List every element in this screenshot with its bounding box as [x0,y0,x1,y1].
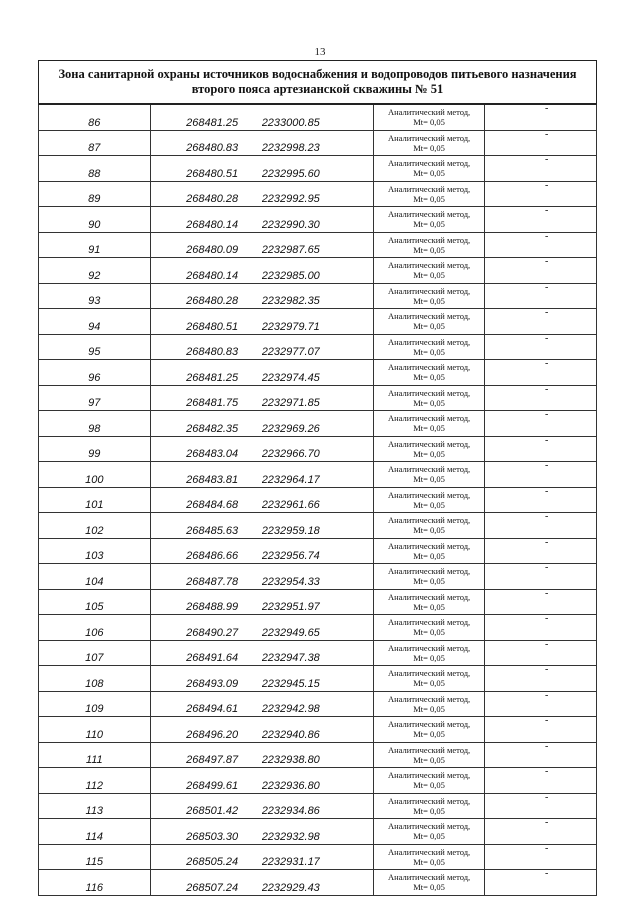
method-name: Аналитический метод, [387,489,471,500]
point-number-cell: 108 [39,666,151,692]
x-coordinate-cell: 268480.51 [150,156,262,182]
method-name: Аналитический метод, [387,566,471,577]
point-number-cell: 116 [39,870,151,896]
method-name: Аналитический метод, [387,464,471,475]
method-name: Аналитический метод, [387,821,471,832]
error-value: - [545,512,549,522]
error-cell [485,844,597,870]
method-cell [373,385,485,411]
y-coordinate-cell: 2232982.35 [262,283,374,309]
method-accuracy: Mt= 0,05 [413,652,445,663]
error-cell [485,258,597,284]
method-accuracy: Mt= 0,05 [413,525,445,536]
x-coordinate-cell: 268493.09 [150,666,262,692]
table-row [39,589,597,615]
point-number-cell: 104 [39,564,151,590]
table-row [39,462,597,488]
table-row [39,691,597,717]
x-coordinate-cell: 268488.99 [150,589,262,615]
table-row [39,768,597,794]
point-number-cell: 91 [39,232,151,258]
x-coordinate-cell: 268497.87 [150,742,262,768]
method-cell [373,870,485,896]
method-accuracy: Mt= 0,05 [413,703,445,714]
error-cell [485,589,597,615]
error-cell [485,819,597,845]
method-accuracy: Mt= 0,05 [413,550,445,561]
method-accuracy: Mt= 0,05 [413,321,445,332]
method-name: Аналитический метод, [387,387,471,398]
x-coordinate-cell: 268481.25 [150,104,262,130]
x-coordinate-cell: 268480.83 [150,334,262,360]
table-row [39,870,597,896]
error-value: - [545,410,549,420]
method-accuracy: Mt= 0,05 [413,219,445,230]
table-row [39,666,597,692]
y-coordinate-cell: 2232936.80 [262,768,374,794]
table-title [39,61,597,105]
point-number-cell: 99 [39,436,151,462]
table-row [39,334,597,360]
y-coordinate-cell: 2232940.86 [262,717,374,743]
method-accuracy: Mt= 0,05 [413,805,445,816]
error-cell [485,768,597,794]
method-name: Аналитический метод, [387,846,471,857]
x-coordinate-cell: 268483.04 [150,436,262,462]
method-accuracy: Mt= 0,05 [413,270,445,281]
method-accuracy: Mt= 0,05 [413,729,445,740]
y-coordinate-cell: 2232938.80 [262,742,374,768]
point-number-cell: 86 [39,104,151,130]
point-number-cell: 97 [39,385,151,411]
method-accuracy: Mt= 0,05 [413,372,445,383]
error-cell [485,436,597,462]
error-value: - [545,359,549,369]
table-row [39,104,597,130]
table-row [39,742,597,768]
table-row [39,385,597,411]
y-coordinate-cell: 2232934.86 [262,793,374,819]
point-number-cell: 89 [39,181,151,207]
table-row [39,564,597,590]
point-number-cell: 107 [39,640,151,666]
point-number-cell: 93 [39,283,151,309]
method-name: Аналитический метод, [387,260,471,271]
table-row [39,232,597,258]
x-coordinate-cell: 268483.81 [150,462,262,488]
point-number-cell: 105 [39,589,151,615]
x-coordinate-cell: 268486.66 [150,538,262,564]
error-cell [485,513,597,539]
error-value: - [545,181,549,191]
method-cell [373,436,485,462]
x-coordinate-cell: 268496.20 [150,717,262,743]
method-cell [373,487,485,513]
y-coordinate-cell: 2232945.15 [262,666,374,692]
table-row [39,411,597,437]
x-coordinate-cell: 268481.75 [150,385,262,411]
y-coordinate-cell: 2232974.45 [262,360,374,386]
error-cell [485,640,597,666]
x-coordinate-cell: 268494.61 [150,691,262,717]
error-value: - [545,385,549,395]
method-name: Аналитический метод, [387,158,471,169]
table-header-row [39,61,597,105]
error-value: - [545,869,549,879]
method-name: Аналитический метод, [387,107,471,118]
point-number-cell: 94 [39,309,151,335]
table-row [39,360,597,386]
table-row [39,819,597,845]
method-name: Аналитический метод, [387,336,471,347]
table-row [39,513,597,539]
table-row [39,181,597,207]
error-value: - [545,716,549,726]
error-value: - [545,793,549,803]
table-row [39,793,597,819]
error-value: - [545,818,549,828]
method-cell [373,589,485,615]
method-accuracy: Mt= 0,05 [413,678,445,689]
x-coordinate-cell: 268490.27 [150,615,262,641]
error-cell [485,334,597,360]
method-accuracy: Mt= 0,05 [413,142,445,153]
table-row [39,844,597,870]
method-accuracy: Mt= 0,05 [413,397,445,408]
error-value: - [545,257,549,267]
error-value: - [545,589,549,599]
method-name: Аналитический метод, [387,413,471,424]
point-number-cell: 109 [39,691,151,717]
point-number-cell: 101 [39,487,151,513]
x-coordinate-cell: 268480.14 [150,258,262,284]
x-coordinate-cell: 268480.09 [150,232,262,258]
method-cell [373,104,485,130]
method-accuracy: Mt= 0,05 [413,423,445,434]
error-cell [485,793,597,819]
error-value: - [545,767,549,777]
error-cell [485,538,597,564]
error-cell [485,156,597,182]
point-number-cell: 92 [39,258,151,284]
coordinates-table-container [38,60,597,896]
y-coordinate-cell: 2232959.18 [262,513,374,539]
method-cell [373,513,485,539]
point-number-cell: 102 [39,513,151,539]
method-accuracy: Mt= 0,05 [413,856,445,867]
x-coordinate-cell: 268480.28 [150,283,262,309]
y-coordinate-cell: 2232929.43 [262,870,374,896]
method-cell [373,462,485,488]
error-cell [485,232,597,258]
x-coordinate-cell: 268484.68 [150,487,262,513]
x-coordinate-cell: 268481.25 [150,360,262,386]
method-accuracy: Mt= 0,05 [413,295,445,306]
method-cell [373,309,485,335]
error-cell [485,130,597,156]
x-coordinate-cell: 268499.61 [150,768,262,794]
point-number-cell: 100 [39,462,151,488]
method-name: Аналитический метод, [387,234,471,245]
error-value: - [545,614,549,624]
method-cell [373,768,485,794]
method-name: Аналитический метод, [387,132,471,143]
method-name: Аналитический метод, [387,515,471,526]
error-value: - [545,206,549,216]
error-value: - [545,130,549,140]
method-name: Аналитический метод, [387,795,471,806]
method-name: Аналитический метод, [387,770,471,781]
y-coordinate-cell: 2232995.60 [262,156,374,182]
page-number: 13 [314,46,326,58]
error-value: - [545,742,549,752]
point-number-cell: 95 [39,334,151,360]
coordinates-table [38,60,597,896]
error-value: - [545,334,549,344]
table-row [39,156,597,182]
table-body [39,104,597,895]
y-coordinate-cell: 2232932.98 [262,819,374,845]
y-coordinate-cell: 2232998.23 [262,130,374,156]
method-name: Аналитический метод, [387,617,471,628]
y-coordinate-cell: 2232985.00 [262,258,374,284]
method-cell [373,793,485,819]
method-name: Аналитический метод, [387,362,471,373]
error-cell [485,360,597,386]
x-coordinate-cell: 268491.64 [150,640,262,666]
method-accuracy: Mt= 0,05 [413,780,445,791]
method-accuracy: Mt= 0,05 [413,448,445,459]
method-cell [373,232,485,258]
point-number-cell: 111 [39,742,151,768]
method-name: Аналитический метод, [387,693,471,704]
error-value: - [545,308,549,318]
method-accuracy: Mt= 0,05 [413,474,445,485]
table-row [39,538,597,564]
table-row [39,717,597,743]
error-cell [485,309,597,335]
point-number-cell: 110 [39,717,151,743]
y-coordinate-cell: 2232956.74 [262,538,374,564]
error-value: - [545,283,549,293]
error-cell [485,742,597,768]
method-name: Аналитический метод, [387,872,471,883]
error-cell [485,717,597,743]
method-name: Аналитический метод, [387,591,471,602]
point-number-cell: 103 [39,538,151,564]
error-value: - [545,844,549,854]
x-coordinate-cell: 268482.35 [150,411,262,437]
method-accuracy: Mt= 0,05 [413,627,445,638]
y-coordinate-cell: 2232979.71 [262,309,374,335]
method-accuracy: Mt= 0,05 [413,117,445,128]
method-accuracy: Mt= 0,05 [413,244,445,255]
point-number-cell: 115 [39,844,151,870]
error-cell [485,615,597,641]
error-value: - [545,232,549,242]
table-row [39,207,597,233]
method-cell [373,691,485,717]
method-cell [373,156,485,182]
method-cell [373,334,485,360]
x-coordinate-cell: 268503.30 [150,819,262,845]
error-cell [485,411,597,437]
error-cell [485,462,597,488]
method-name: Аналитический метод, [387,438,471,449]
point-number-cell: 106 [39,615,151,641]
error-cell [485,870,597,896]
point-number-cell: 114 [39,819,151,845]
table-row [39,309,597,335]
error-value: - [545,104,549,114]
error-cell [485,564,597,590]
point-number-cell: 88 [39,156,151,182]
method-name: Аналитический метод, [387,719,471,730]
error-cell [485,385,597,411]
point-number-cell: 87 [39,130,151,156]
x-coordinate-cell: 268480.28 [150,181,262,207]
error-cell [485,691,597,717]
method-cell [373,564,485,590]
y-coordinate-cell: 2232954.33 [262,564,374,590]
method-name: Аналитический метод, [387,744,471,755]
method-cell [373,819,485,845]
point-number-cell: 90 [39,207,151,233]
error-value: - [545,640,549,650]
y-coordinate-cell: 2232931.17 [262,844,374,870]
table-title-line-2: второго пояса артезианской скважины № 51 [191,82,444,96]
y-coordinate-cell: 2232969.26 [262,411,374,437]
method-cell [373,258,485,284]
method-name: Аналитический метод, [387,668,471,679]
error-cell [485,666,597,692]
error-value: - [545,155,549,165]
x-coordinate-cell: 268487.78 [150,564,262,590]
table-row [39,640,597,666]
method-cell [373,666,485,692]
method-accuracy: Mt= 0,05 [413,499,445,510]
method-accuracy: Mt= 0,05 [413,754,445,765]
error-cell [485,181,597,207]
method-cell [373,615,485,641]
error-cell [485,104,597,130]
table-title-line-1: Зона санитарной охраны источников водоснабжения и водопроводов питьевого назначения [58,67,577,81]
error-value: - [545,436,549,446]
table-row [39,615,597,641]
y-coordinate-cell: 2232951.97 [262,589,374,615]
method-cell [373,538,485,564]
error-cell [485,207,597,233]
error-value: - [545,563,549,573]
method-accuracy: Mt= 0,05 [413,831,445,842]
method-name: Аналитический метод, [387,183,471,194]
y-coordinate-cell: 2232949.65 [262,615,374,641]
method-name: Аналитический метод, [387,642,471,653]
y-coordinate-cell: 2232942.98 [262,691,374,717]
method-accuracy: Mt= 0,05 [413,193,445,204]
method-accuracy: Mt= 0,05 [413,601,445,612]
method-accuracy: Mt= 0,05 [413,346,445,357]
y-coordinate-cell: 2232987.65 [262,232,374,258]
x-coordinate-cell: 268505.24 [150,844,262,870]
method-accuracy: Mt= 0,05 [413,576,445,587]
x-coordinate-cell: 268501.42 [150,793,262,819]
y-coordinate-cell: 2232964.17 [262,462,374,488]
point-number-cell: 113 [39,793,151,819]
table-row [39,258,597,284]
y-coordinate-cell: 2232977.07 [262,334,374,360]
x-coordinate-cell: 268480.51 [150,309,262,335]
error-value: - [545,461,549,471]
error-value: - [545,538,549,548]
method-name: Аналитический метод, [387,285,471,296]
point-number-cell: 112 [39,768,151,794]
point-number-cell: 96 [39,360,151,386]
x-coordinate-cell: 268507.24 [150,870,262,896]
table-row [39,436,597,462]
table-row [39,487,597,513]
method-cell [373,844,485,870]
error-value: - [545,691,549,701]
y-coordinate-cell: 2233000.85 [262,104,374,130]
method-name: Аналитический метод, [387,311,471,322]
error-value: - [545,665,549,675]
method-cell [373,360,485,386]
x-coordinate-cell: 268480.83 [150,130,262,156]
method-accuracy: Mt= 0,05 [413,168,445,179]
y-coordinate-cell: 2232961.66 [262,487,374,513]
error-cell [485,283,597,309]
method-cell [373,640,485,666]
y-coordinate-cell: 2232971.85 [262,385,374,411]
method-name: Аналитический метод, [387,540,471,551]
table-row [39,130,597,156]
method-cell [373,411,485,437]
y-coordinate-cell: 2232990.30 [262,207,374,233]
method-cell [373,181,485,207]
x-coordinate-cell: 268485.63 [150,513,262,539]
method-accuracy: Mt= 0,05 [413,882,445,893]
method-name: Аналитический метод, [387,209,471,220]
method-cell [373,130,485,156]
method-cell [373,283,485,309]
error-value: - [545,487,549,497]
y-coordinate-cell: 2232992.95 [262,181,374,207]
point-number-cell: 98 [39,411,151,437]
error-cell [485,487,597,513]
method-cell [373,742,485,768]
x-coordinate-cell: 268480.14 [150,207,262,233]
method-cell [373,207,485,233]
y-coordinate-cell: 2232966.70 [262,436,374,462]
method-cell [373,717,485,743]
y-coordinate-cell: 2232947.38 [262,640,374,666]
table-row [39,283,597,309]
